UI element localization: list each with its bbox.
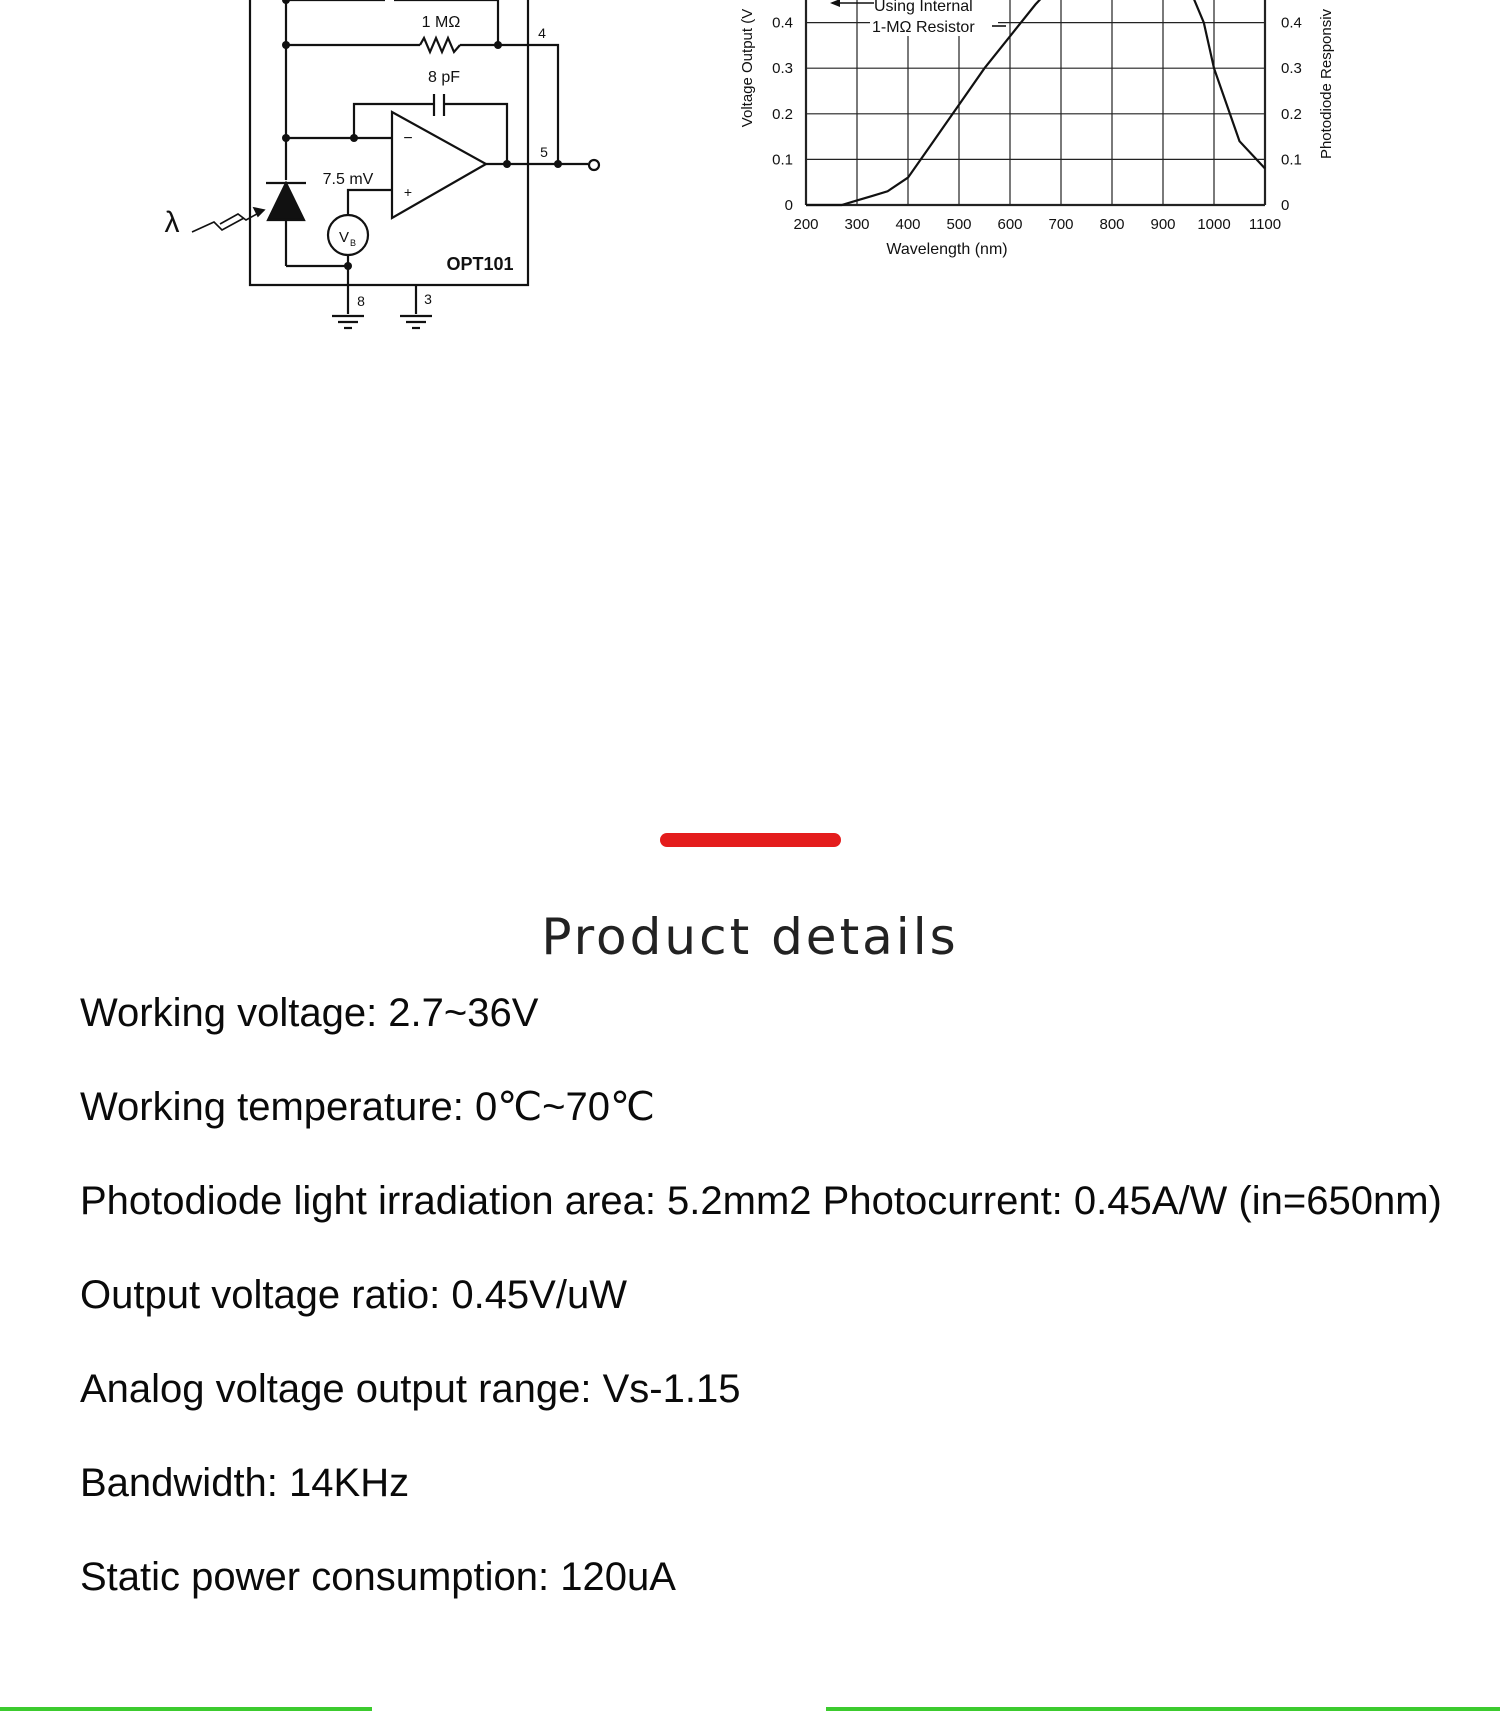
figure-svg [0,0,1500,340]
section-accent-bar [660,833,841,847]
y2-tick-label: 0.4 [1281,14,1302,32]
y2-tick-label: 0.3 [1281,60,1302,78]
pin-4-label: 4 [538,25,546,41]
ground-pin-8 [332,316,364,328]
lambda-symbol: λ [164,206,180,239]
spec-bandwidth: Bandwidth: 14KHz [80,1461,410,1505]
capacitor-label: 8 pF [427,69,461,86]
x-tick-label: 500 [946,216,972,233]
x-axis-label: Wavelength (nm) [886,241,1008,258]
x-tick-label: 200 [793,216,819,233]
divider-left [0,1707,372,1711]
divider-right [826,1707,1500,1711]
circuit-schematic [192,0,599,328]
spec-working-voltage: Working voltage: 2.7~36V [80,991,539,1035]
y-tick-label: 0.1 [772,151,793,169]
spec-list [80,990,1480,1648]
pin-3-label: 3 [424,291,432,307]
spec-photodiode-area: Photodiode light irradiation area: 5.2mm2 Photocurrent: 0.45A/W (in=650nm) [80,1179,1442,1223]
op-amp-symbol [392,112,486,218]
spec-output-voltage-ratio: Output voltage ratio: 0.45V/uW [80,1273,627,1317]
photodiode-symbol [268,183,304,220]
op-amp-minus: − [403,130,413,147]
x-tick-label: 900 [1150,216,1176,233]
x-tick-label: 300 [844,216,870,233]
y-axis-label: Voltage Output (V [739,8,756,128]
y-tick-label: 0.4 [772,14,793,32]
spec-analog-output-range: Analog voltage output range: Vs-1.15 [80,1367,741,1411]
y-tick-label: 0.2 [772,105,793,123]
y2-tick-label: 0.1 [1281,151,1302,169]
x-tick-label: 700 [1048,216,1074,233]
chip-outline [250,0,528,285]
voltage-source-subscript: B [349,238,357,248]
y2-tick-label: 0 [1281,197,1290,214]
spec-static-power: Static power consumption: 120uA [80,1555,676,1599]
x-tick-label: 600 [997,216,1023,233]
op-amp-plus: + [403,184,413,200]
x-tick-label: 400 [895,216,921,233]
annotation-line-2: 1-MΩ Resistor [872,19,975,36]
x-tick-label: 800 [1099,216,1125,233]
pin-5-label: 5 [540,144,548,160]
voltage-source-label: V [338,229,350,246]
datasheet-figure [0,0,1500,340]
ground-pin-3 [400,316,432,328]
x-tick-label: 1000 [1197,216,1231,233]
spec-working-temperature: Working temperature: 0℃~70℃ [80,1085,655,1129]
pin-8-label: 8 [357,293,365,309]
section-title: Product details [541,907,959,966]
y-tick-label: 0.3 [772,60,793,78]
y2-tick-label: 0.2 [1281,105,1302,123]
bias-voltage-label: 7.5 mV [322,171,374,188]
resistor-symbol [420,38,460,52]
resistor-label: 1 MΩ [421,14,461,31]
y-tick-label: 0 [784,197,793,214]
annotation-line-1: Using Internal [874,0,973,15]
y2-axis-label: Photodiode Responsiv [1318,8,1335,160]
x-tick-label: 1100 [1248,216,1282,233]
light-arrows [192,208,264,232]
chip-label: OPT101 [446,254,514,274]
responsivity-chart [739,0,1335,258]
chart-ticks [772,15,1302,233]
